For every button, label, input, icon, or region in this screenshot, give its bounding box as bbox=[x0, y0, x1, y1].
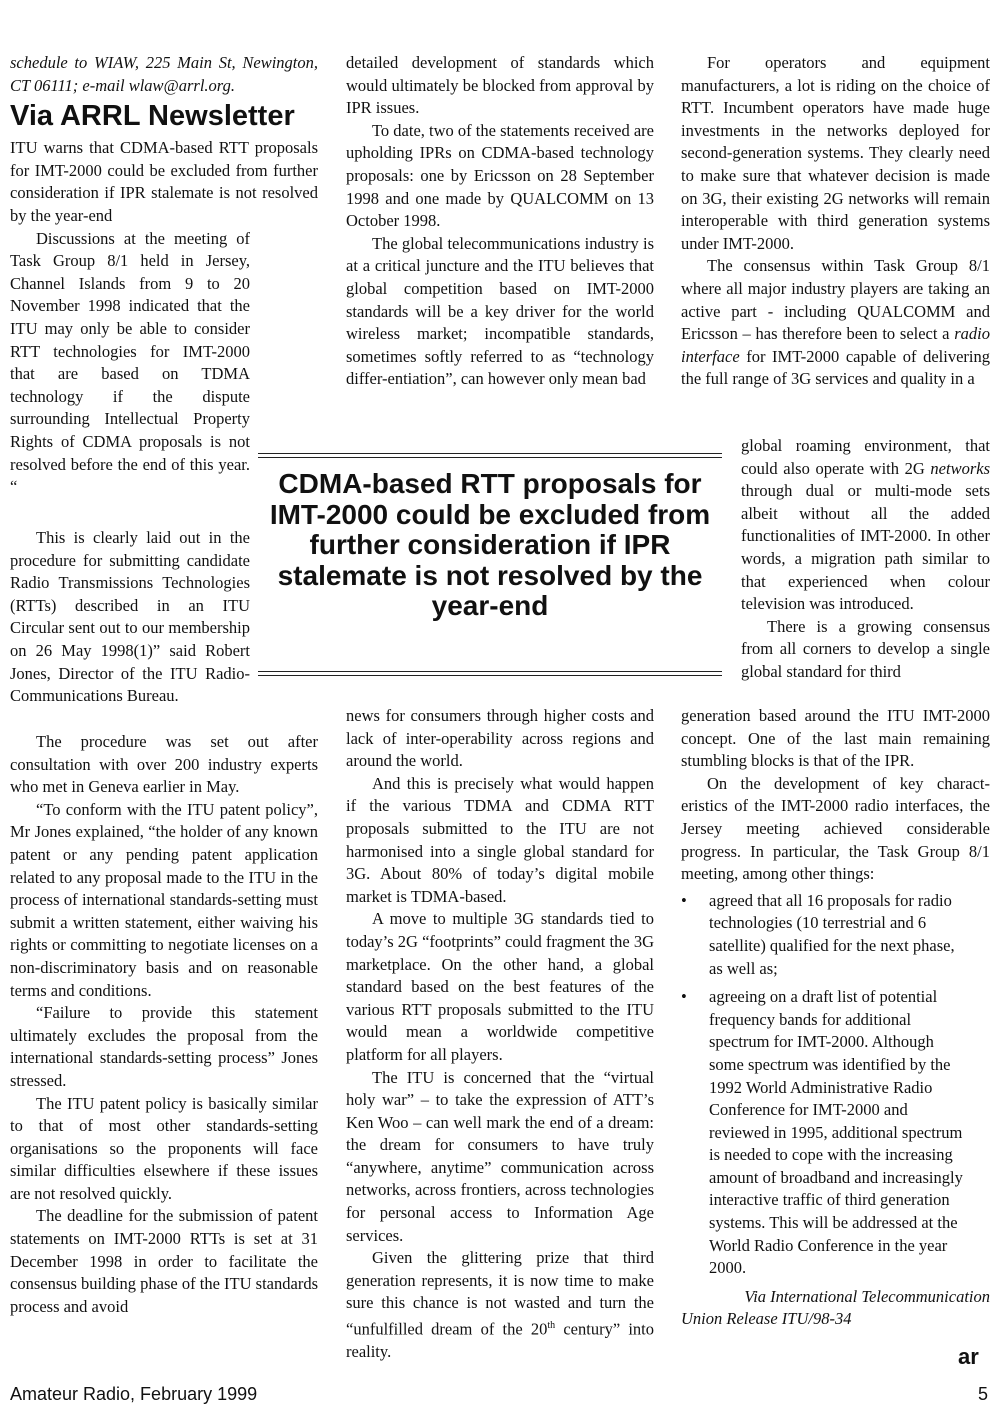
pull-quote-top-rule-2 bbox=[258, 457, 722, 458]
column-2-lower bbox=[346, 705, 654, 1364]
paragraph: generation based around the ITU IMT-2000 concept. One of the last main remaining stumbling blocks is that of the IPR. bbox=[681, 706, 990, 771]
italic-text: networks bbox=[930, 458, 990, 478]
paragraph: Discussions at the meeting of Task Group 8/1 held in Jersey, Channel Islands from 9 to 20 November 1998 indicated that the ITU may only be able to consider RTT technologies for IMT-2000 that are based on TDMA technology if the dispute surrounding Intellectual Property Rights of CDMA proposals is not resolved before the end of this year. “ bbox=[10, 228, 250, 497]
paragraph bbox=[681, 255, 990, 391]
footer-publication: Amateur Radio, February 1999 bbox=[10, 1384, 258, 1404]
paragraph: The ITU is concerned that the “virtual holy war” – to take the expression of ATT’s Ken Woo – can well mark the end of a dream: the dream for consumers to have truly “anywhere, anytime” communication across networks, across frontiers, across technologies for personal access to Information Age services. bbox=[346, 1067, 654, 1245]
paragraph: detailed development of standards which would ultimately be blocked from approval by IPR issues. bbox=[346, 53, 654, 118]
column-1-middle bbox=[10, 527, 250, 708]
italic-text: radio interface bbox=[681, 324, 990, 366]
section-heading: Via ARRL Newsletter bbox=[10, 100, 295, 133]
paragraph: For operators and equipment manufacturers, a lot is riding on the choice of RTT. Incumbent operators have made huge investments in the networks deployed for second-generation systems. They clearly need to make sure that whatever decision is made on 3G, their existing 2G networks will remain interoperable with third generation systems under IMT-2000. bbox=[681, 53, 990, 253]
paragraph: news for consumers through higher costs and lack of inter-operability across regions and around the world. bbox=[346, 706, 654, 771]
pull-quote-top-rule bbox=[258, 453, 722, 454]
column-2 bbox=[346, 52, 654, 391]
footer-page-number: 5 bbox=[977, 1384, 988, 1404]
paragraph: The ITU patent policy is basically similar to that of most other standards-setting organisations so the proponents will face similar difficulties elsewhere if these issues are not resolved quickly. bbox=[10, 1093, 318, 1203]
paragraph-text: for IMT-2000 capable of delivering the full range of 3G services and quality in a bbox=[681, 346, 990, 389]
credit-line-1: Via International Telecommunication bbox=[744, 1286, 990, 1306]
paragraph-text: through dual or multi-mode sets albeit without all the added functionalities of IMT-2000. In other words, a migration path similar to that experienced when colour television was introduced. bbox=[741, 481, 990, 614]
paragraph-text: global roaming environment, that could also operate with 2G bbox=[741, 436, 990, 478]
paragraph bbox=[346, 1247, 654, 1363]
column-1 bbox=[10, 52, 318, 499]
column-1-lower bbox=[10, 731, 318, 1318]
paragraph: On the development of key charact-eristics of the IMT-2000 radio interfaces, the Jersey meeting achieved considerable progress. In particular, the Task Group 8/1 meeting, among other things: bbox=[681, 773, 990, 884]
paragraph: “To conform with the ITU patent policy”, Mr Jones explained, “the holder of any known patent or any pending patent application related to any proposal made to the ITU in the process of international standards-setting must submit a written statement, either waiving his rights or committing to negotiate licenses on a non-discriminatory basis and on reasonable terms and conditions. bbox=[10, 799, 318, 1000]
lead-paragraph: ITU warns that CDMA-based RTT proposals for IMT-2000 could be excluded from further consideration if IPR stalemate is not resolved by the year-end bbox=[10, 138, 318, 225]
column-3-lower bbox=[681, 705, 990, 1331]
bullet-list bbox=[681, 890, 990, 1280]
paragraph-text: Given the glittering prize that third generation represents, it is now time to make sure this chance is not wasted and turn the “unfulfilled dream of the 20 bbox=[346, 1248, 654, 1339]
column-3-narrow bbox=[741, 435, 990, 684]
list-item: • agreed that all 16 proposals for radio technologies (10 terrestrial and 6 satellite) qualified for the next phase, as well as; bbox=[681, 890, 990, 980]
pull-quote-text: CDMA-based RTT proposals for IMT-2000 could be excluded from further consideration if IPR stalemate is not resolved by the year-end bbox=[269, 468, 711, 621]
paragraph: This is clearly laid out in the procedure for submitting candidate Radio Transmissions Technologies (RTTs) described in an ITU Circular sent out to our membership on 26 May 1998(1)” said Robert Jones, Director of the ITU Radio-Communications Bureau. bbox=[10, 528, 250, 706]
superscript: th bbox=[547, 1320, 556, 1332]
paragraph: A move to multiple 3G standards tied to today’s 2G “footprints” could fragment the 3G marketplace. On the other hand, a global standard based on the best features of the various RTT proposals submitted to the ITU would mean a worldwide competitive platform for all players. bbox=[346, 909, 654, 1064]
end-mark: ar bbox=[958, 1344, 979, 1369]
paragraph: The global telecommunications industry is at a critical juncture and the ITU believes that global competition based on IMT-2000 standards will be a key driver for the world wireless market; incompatible standards, sometimes softly referred to as “technology differ-entiation”, can however only mean bad bbox=[346, 233, 654, 389]
paragraph bbox=[741, 435, 990, 616]
paragraph: There is a growing consensus from all corners to develop a single global standard for third bbox=[741, 616, 990, 681]
paragraph-text: The consensus within Task Group 8/1 where all major industry players are taking an active part - including QUALCOMM and Ericsson – has therefore been to select a bbox=[681, 256, 990, 344]
column-3 bbox=[681, 52, 990, 391]
pull-quote-bottom-rule bbox=[258, 671, 722, 672]
paragraph-text: century” into reality. bbox=[346, 1319, 655, 1362]
list-item: • agreeing on a draft list of potential frequency bands for additional spectrum for IMT-2000. Although some spectrum was identified by the 1992 World Administrative Radio Conference for IMT-2000 and reviewed in 1995, additional spectrum is needed to cope with the increasing amount of broadband and increasingly interactive traffic of third generation systems. This will be addressed at the World Radio Conference in the year 2000. bbox=[681, 986, 990, 1280]
paragraph: The procedure was set out after consultation with over 200 industry experts who met in Geneva earlier in May. bbox=[10, 732, 318, 797]
pull-quote bbox=[258, 453, 722, 677]
intro-text: schedule to WIAW, 225 Main St, Newington, CT 06111; e-mail wlaw@arrl.org. bbox=[10, 53, 318, 95]
paragraph: “Failure to provide this statement ultimately excludes the proposal from the international standards-setting process” Jones stressed. bbox=[10, 1003, 318, 1090]
credit-line-2: Union Release ITU/98-34 bbox=[681, 1309, 852, 1329]
paragraph: The deadline for the submission of patent statements on IMT-2000 RTTs is set at 31 December 1998 in order to facilitate the consensus building phase of the ITU standards process and avoid bbox=[10, 1206, 318, 1316]
paragraph: And this is precisely what would happen if the various TDMA and CDMA RTT proposals submitted to the ITU are not harmonised into a single global standard for 3G. About 80% of today’s digital mobile market is TDMA-based. bbox=[346, 773, 654, 906]
paragraph: To date, two of the statements received are upholding IPRs on CDMA-based technology proposals: one by Ericsson on 28 September 1998 and one made by QUALCOMM on 13 October 1998. bbox=[346, 120, 654, 231]
pull-quote-bottom-rule-2 bbox=[258, 675, 722, 676]
